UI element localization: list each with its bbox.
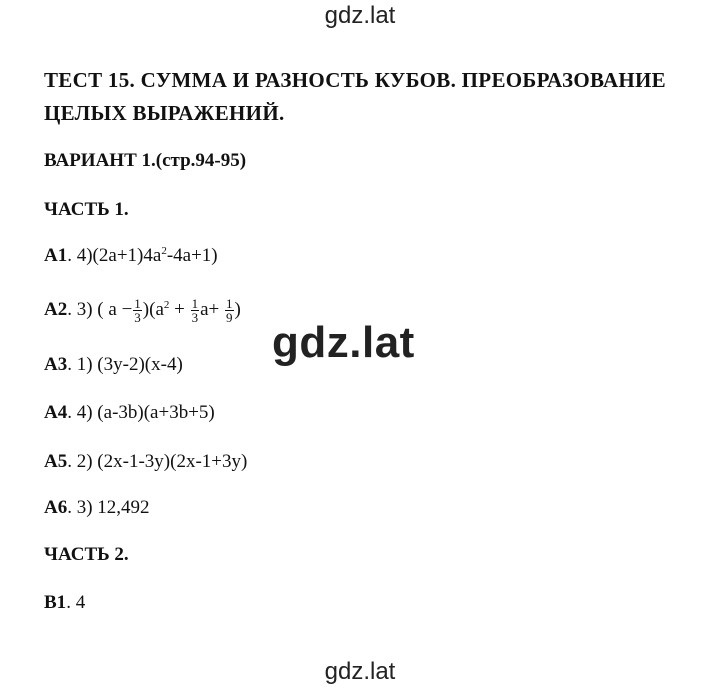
answer-a1 [44, 245, 218, 267]
answer-text: a+ [200, 298, 225, 320]
watermark-bottom: gdz.lat [324, 658, 396, 685]
answer-sep: . [67, 354, 72, 375]
watermark-top: gdz.lat [324, 2, 396, 29]
answer-label: В1 [44, 592, 67, 613]
fraction-numerator: 1 [226, 296, 233, 311]
answer-a5 [44, 451, 247, 473]
fraction-denominator: 3 [191, 310, 199, 325]
answer-sep: . [66, 592, 71, 613]
fraction [133, 297, 142, 324]
answer-a4 [44, 402, 215, 424]
exponent: 2 [161, 245, 167, 257]
fraction [191, 297, 200, 324]
answer-sep: . [67, 402, 72, 423]
part2-heading: ЧАСТЬ 2. [44, 544, 129, 565]
exponent: 2 [163, 298, 170, 311]
answer-label: А6 [44, 497, 68, 518]
answer-sep: . [67, 245, 72, 266]
answer-label: А2 [44, 298, 68, 320]
answer-sep: . [67, 298, 72, 320]
answer-text: 3) 12,492 [71, 497, 150, 518]
answer-label: А4 [44, 402, 68, 423]
answer-text: + [169, 298, 190, 320]
fraction-numerator: 1 [134, 296, 141, 311]
answer-sep: . [67, 451, 72, 472]
fraction-denominator: 9 [226, 310, 233, 325]
answer-text: 4) (a-3b)(a+3b+5) [71, 402, 215, 423]
answer-text: -4a+1) [166, 245, 218, 266]
part1-heading: ЧАСТЬ 1. [44, 199, 129, 220]
fraction-numerator: 1 [191, 296, 199, 311]
answer-text: 1) (3y-2)(x-4) [71, 354, 183, 375]
answer-b1 [44, 592, 85, 614]
answer-a6 [44, 497, 150, 519]
answer-a2 [44, 297, 241, 324]
variant-heading: ВАРИАНТ 1.(стр.94-95) [44, 150, 247, 171]
answer-text: 4 [70, 592, 86, 613]
watermark-middle: gdz.lat [272, 318, 415, 367]
answer-text: 2) (2x-1-3y)(2x-1+3y) [71, 451, 248, 472]
fraction-denominator: 3 [134, 310, 141, 325]
answer-text: )(a [142, 298, 164, 320]
answer-a3 [44, 354, 183, 376]
answer-sep: . [67, 497, 72, 518]
fraction [225, 297, 234, 324]
answer-text: 3) ( a − [71, 298, 133, 320]
answer-label: А5 [44, 451, 68, 472]
answer-label: А1 [44, 245, 68, 266]
answer-text: 4)(2a+1)4a [71, 245, 162, 266]
page-title: ТЕСТ 15. СУММА И РАЗНОСТЬ КУБОВ. ПРЕОБРАЗОВАНИЕ ЦЕЛЫХ ВЫРАЖЕНИЙ. [44, 68, 666, 125]
answer-label: А3 [44, 354, 68, 375]
answer-text: ) [234, 298, 241, 320]
